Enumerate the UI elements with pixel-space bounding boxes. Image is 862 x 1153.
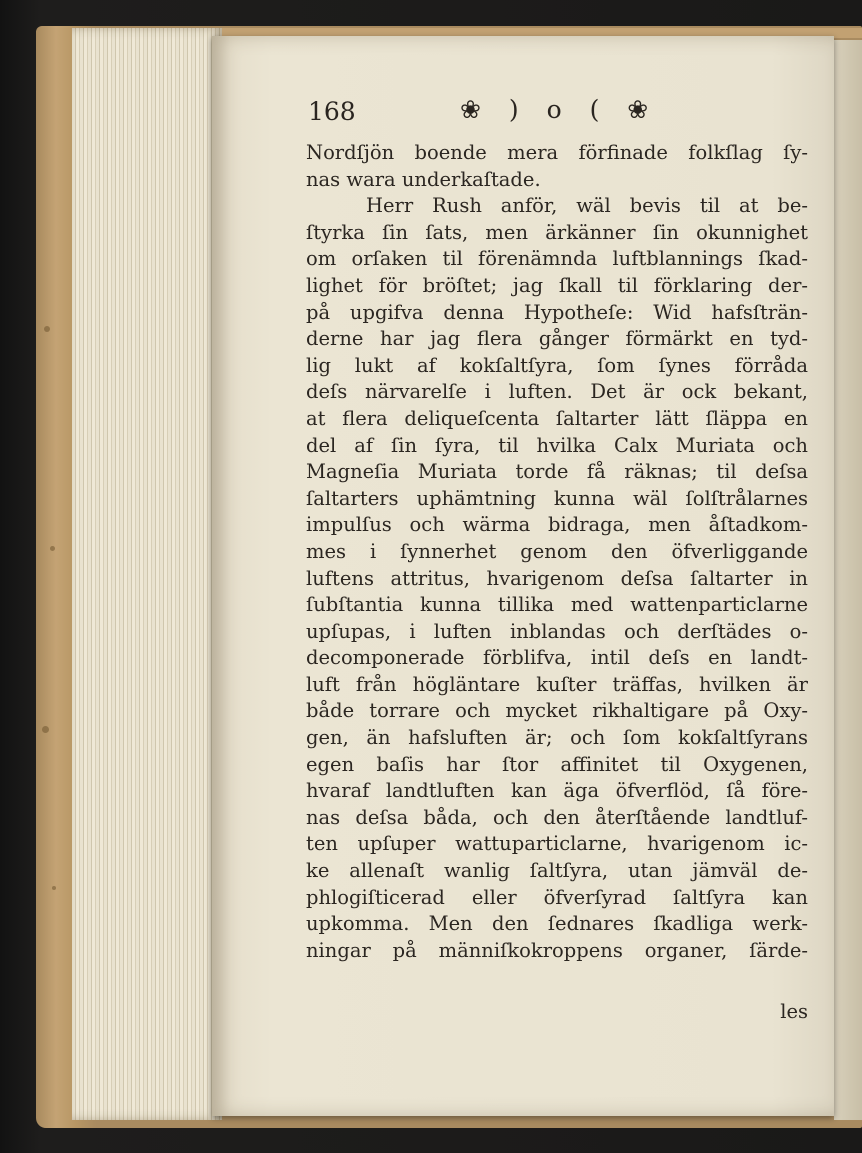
text-line: lighet för bröſtet; jag ſkall til förklaring der- xyxy=(306,273,808,297)
text-line: både torrare och mycket rikhaltigare på Oxy- xyxy=(306,699,808,723)
text-line: gen, än hafsluften är; och ſom kokſaltſyrans xyxy=(306,726,808,750)
text-line: ke allenaſt wanlig ſaltſyra, utan jämväl de- xyxy=(306,859,808,883)
page-stack-edges xyxy=(72,28,222,1120)
foxing-spot xyxy=(50,546,55,551)
text-line: om orſaken til förenämnda luftblannings ſkad- xyxy=(306,247,808,271)
text-line: Herr Rush anför, wäl bevis til at be- xyxy=(366,194,808,218)
text-line: ten upſuper wattuparticlarne, hvarigenom ic- xyxy=(306,832,808,856)
text-line: phlogiſticerad eller öfverſyrad ſaltſyra kan xyxy=(306,885,808,909)
text-line: luft från högläntare kuſter träffas, hvilken är xyxy=(306,672,808,696)
text-line: lig lukt af kokſaltſyra, ſom ſynes förråda xyxy=(306,353,808,377)
text-line: ningar på männiſkokroppens organer, ſärde- xyxy=(306,938,808,962)
catchword: les xyxy=(780,1000,808,1023)
text-line: upkomma. Men den ſednares ſkadliga werk- xyxy=(306,912,808,936)
text-line: mes i ſynnerhet genom den öfverliggande xyxy=(306,539,808,563)
foxing-spot xyxy=(52,886,56,890)
text-line: nas wara underkaſtade. xyxy=(306,167,541,191)
foxing-spot xyxy=(44,326,50,332)
text-line: ſtyrka ſin ſats, men ärkänner ſin okunnighet xyxy=(306,220,808,244)
foxing-spot xyxy=(42,726,49,733)
text-line: upſupas, i luften inblandas och derſtädes o- xyxy=(306,619,808,643)
running-header xyxy=(308,97,668,133)
next-page-edge xyxy=(834,40,862,1120)
text-line: ſaltarters uphämtning kunna wäl ſolſtrålarnes xyxy=(306,486,808,510)
text-line: del af ſin ſyra, til hvilka Calx Muriata och xyxy=(306,433,808,457)
text-line: decomponerade förblifva, intil deſs en landt- xyxy=(306,646,808,670)
text-line: ſubſtantia kunna tillika med wattenparticlarne xyxy=(306,593,808,617)
text-line: deſs närvarelſe i luften. Det är ock bekant, xyxy=(306,380,808,404)
text-line: impulſus och wärma bidraga, men åſtadkom- xyxy=(306,513,808,537)
page-number: 168 xyxy=(308,97,356,126)
text-line: nas deſsa båda, och den återſtående landtluf- xyxy=(306,805,808,829)
text-line: luftens attritus, hvarigenom deſsa ſaltarter in xyxy=(306,566,808,590)
header-ornament: ❀ ) o ( ❀ xyxy=(460,95,659,124)
text-line: Nordſjön boende mera förfinade folkſlag ſy- xyxy=(306,141,808,164)
text-line: at flera deliqueſcenta ſaltarter lätt ſläppa en xyxy=(306,406,808,430)
body-text xyxy=(306,140,808,964)
text-line: hvaraf landtluften kan äga öfverflöd, ſå före- xyxy=(306,779,808,803)
text-line: på upgifva denna Hypotheſe: Wid hafsſträn- xyxy=(306,300,808,324)
text-line: egen baſis har ſtor affinitet til Oxygenen, xyxy=(306,752,808,776)
text-line: Magneſia Muriata torde få räknas; til deſsa xyxy=(306,460,808,484)
text-line: derne har jag flera gånger förmärkt en tyd- xyxy=(306,327,808,351)
